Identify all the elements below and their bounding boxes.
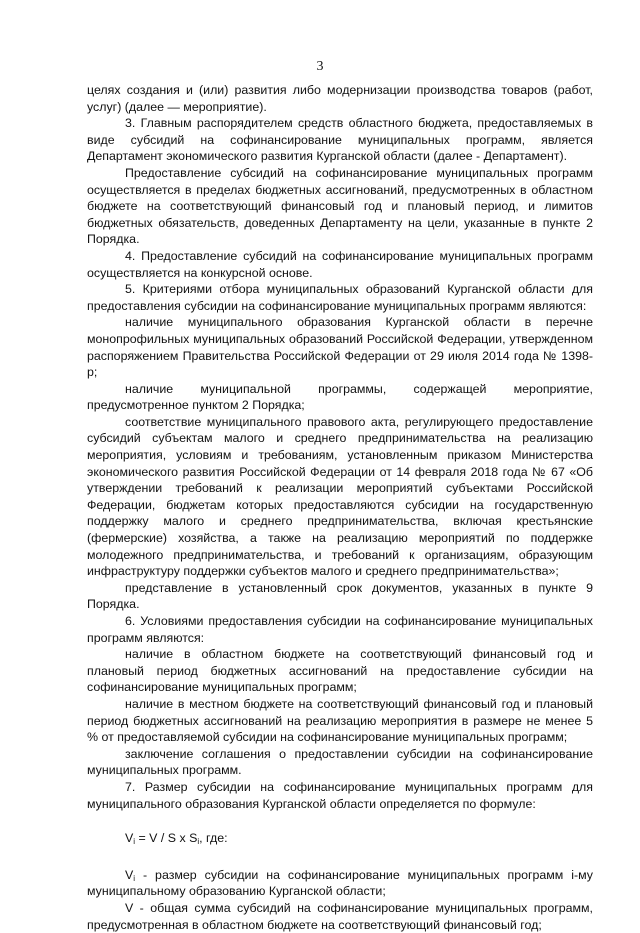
paragraph-continuation: целях создания и (или) развития либо модернизации производства товаров (работ, услуг) (далее — мероприятие).	[87, 83, 593, 114]
definition-subscript: i	[133, 873, 136, 883]
paragraph-clause-3: 3. Главным распорядителем средств областного бюджета, предоставляемых в виде субсидий на софинансирование муниципальных программ, является Департамент экономического развития Курганской области (далее - Департамент).	[87, 116, 593, 164]
paragraph-clause-7: 7. Размер субсидии на софинансирование муниципальных программ для муниципального образования Курганской области определяется по формуле:	[87, 779, 593, 811]
formula-lhs: V	[125, 831, 134, 846]
definition-text: - размер субсидии на софинансирование муниципальных программ i-му муниципальному образованию Курганской области;	[87, 867, 593, 899]
document-body	[87, 82, 593, 933]
paragraph-clause-5: 5. Критериями отбора муниципальных образований Курганской области для предоставления субсидии на софинансирование муниципальных программ являются:	[87, 282, 593, 313]
criterion-documents: представление в установленный срок документов, указанных в пункте 9 Порядка.	[87, 580, 593, 612]
criterion-program: наличие муниципальной программы, содержащей мероприятие, предусмотренное пунктом 2 Порядка;	[87, 381, 593, 413]
definition-text: - общая сумма субсидий на софинансирование муниципальных программ, предусмотренная в областном бюджете на соответствующий финансовый год;	[87, 900, 593, 932]
formula-rhs-subscript: i	[197, 837, 200, 847]
definition-symbol: V	[125, 900, 134, 915]
page-number: 3	[316, 59, 324, 74]
condition-local-budget: наличие в местном бюджете на соответствующий финансовый год и плановый период бюджетных ассигнований на реализацию мероприятия в размере не менее 5 % от предоставляемой субсидии на софинансирование муниципальных программ;	[87, 696, 593, 745]
condition-regional-budget: наличие в областном бюджете на соответствующий финансовый год и плановый период бюджетных ассигнований на предоставление субсидии на софинансирование муниципальных программ;	[87, 647, 593, 695]
definition-symbol: V	[125, 867, 134, 882]
subsidy-formula	[87, 830, 593, 847]
definition-vi	[87, 867, 593, 900]
criterion-monoprofile: наличие муниципального образования Курганской области в перечне монопрофильных муниципальных образований Российской Федерации, утвержденном распоряжением Правительства Российской Федерации от 29 июля 2014 года № 1398-р;	[87, 315, 593, 380]
paragraph-clause-6: 6. Условиями предоставления субсидии на софинансирование муниципальных программ являются:	[87, 614, 593, 645]
formula-lhs-subscript: i	[133, 837, 136, 847]
formula-middle: = V / S x S	[135, 831, 198, 846]
paragraph-subsidy-limits: Предоставление субсидий на софинансирование муниципальных программ осуществляется в пределах бюджетных ассигнований, предусмотренных в областном бюджете на соответствующий финансовый год и плановый период, и лимитов бюджетных обязательств, доведенных Департаменту на цели, указанные в пункте 2 Порядка.	[87, 165, 593, 247]
criterion-legal-act: соответствие муниципального правового акта, регулирующего предоставление субсидий субъектам малого и среднего предпринимательства на реализацию мероприятия, условиям и требованиям, установленным приказом Министерства экономического развития Российской Федерации от 14 февраля 2018 года № 67 «Об утверждении требований к реализации мероприятий субъектами Российской Федерации, бюджетам которых предоставляются субсидии на государственную поддержку малого и среднего предпринимательства, включая крестьянские (фермерские) хозяйства, а также на реализацию мероприятий по поддержке молодежного предпринимательства, и требований к организациям, образующим инфраструктуру поддержки субъектов малого и среднего предпринимательства»;	[87, 414, 593, 579]
formula-tail: , где:	[199, 831, 228, 846]
paragraph-clause-4: 4. Предоставление субсидий на софинансирование муниципальных программ осуществляется на конкурсной основе.	[87, 248, 593, 280]
condition-agreement: заключение соглашения о предоставлении субсидии на софинансирование муниципальных программ.	[87, 746, 593, 778]
